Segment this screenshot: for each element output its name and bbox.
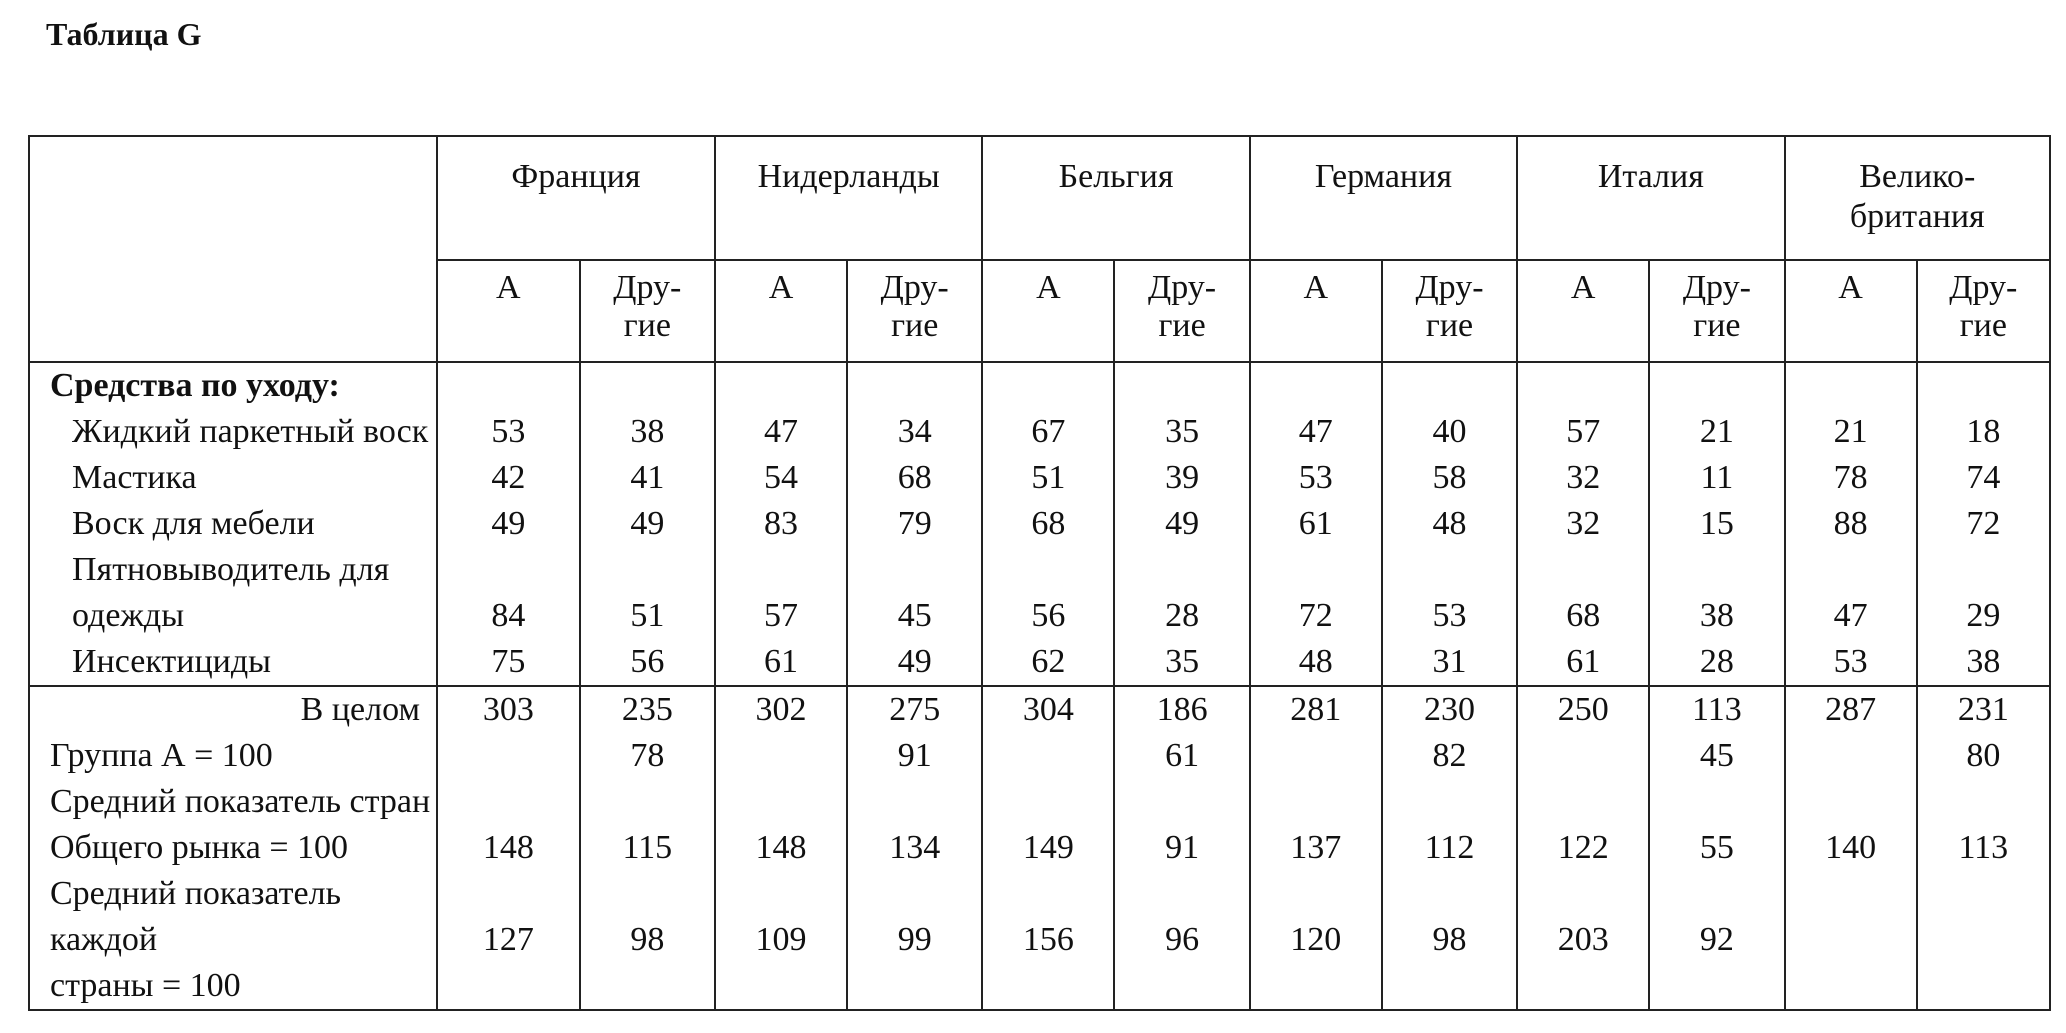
product-values-col bbox=[982, 362, 1114, 686]
value-cell: 48 bbox=[1432, 505, 1467, 542]
spacer bbox=[581, 779, 714, 825]
product-values-col bbox=[1917, 362, 2050, 686]
value-cell: 75 bbox=[491, 643, 526, 680]
value-cell: 35 bbox=[1165, 413, 1200, 450]
value-cell: 68 bbox=[1031, 505, 1066, 542]
each-country-label: Средний показатель каждой страны = 100 bbox=[50, 875, 342, 1004]
products-row bbox=[29, 362, 2050, 686]
spacer bbox=[1518, 871, 1648, 917]
product-values-col bbox=[1517, 362, 1649, 686]
each-country-value: 96 bbox=[1165, 921, 1200, 958]
spacer bbox=[848, 547, 981, 593]
subheader-others: Дру- гие bbox=[580, 260, 715, 362]
value-cell: 21 bbox=[1699, 413, 1734, 450]
group-a-label: Группа А = 100 bbox=[50, 737, 273, 774]
product-values-col bbox=[437, 362, 580, 686]
value-cell: 49 bbox=[630, 505, 665, 542]
value-cell: 58 bbox=[1432, 459, 1467, 496]
value-cell: 51 bbox=[1031, 459, 1066, 496]
header-row-countries bbox=[29, 136, 2050, 260]
spacer bbox=[1918, 871, 2049, 917]
value-cell: 28 bbox=[1699, 643, 1734, 680]
subheader-a: А bbox=[1785, 260, 1917, 362]
subheader-a: А bbox=[982, 260, 1114, 362]
spacer bbox=[1650, 871, 1783, 917]
value-cell: 48 bbox=[1298, 643, 1333, 680]
common-market-value: 113 bbox=[1958, 829, 2009, 866]
summary-values-col bbox=[580, 686, 715, 1010]
group-a-value: 45 bbox=[1699, 737, 1734, 774]
total-value: 281 bbox=[1290, 691, 1342, 728]
country-header: Германия bbox=[1250, 136, 1517, 260]
corner-cell bbox=[29, 136, 437, 362]
each-country-value bbox=[1786, 917, 1916, 963]
value-cell: 72 bbox=[1966, 505, 2001, 542]
group-a-value: 82 bbox=[1432, 737, 1467, 774]
total-value: 303 bbox=[482, 691, 534, 728]
summary-values-col bbox=[1250, 686, 1382, 1010]
product-values-col bbox=[1649, 362, 1784, 686]
spacer bbox=[716, 871, 846, 917]
value-cell: 38 bbox=[1966, 643, 2001, 680]
spacer bbox=[1383, 547, 1516, 593]
total-value: 235 bbox=[621, 691, 673, 728]
common-market-value: 112 bbox=[1424, 829, 1475, 866]
summary-values-col bbox=[1114, 686, 1249, 1010]
common-market-value: 137 bbox=[1290, 829, 1342, 866]
spacer bbox=[1918, 363, 2049, 409]
spacer bbox=[1786, 871, 1916, 917]
group-a-value bbox=[1251, 733, 1381, 779]
spacer bbox=[438, 363, 579, 409]
total-value: 304 bbox=[1022, 691, 1074, 728]
value-cell: 21 bbox=[1833, 413, 1868, 450]
value-cell: 29 bbox=[1966, 597, 2001, 634]
spacer bbox=[1115, 363, 1248, 409]
value-cell: 53 bbox=[1833, 643, 1868, 680]
subheader-a: А bbox=[437, 260, 580, 362]
spacer bbox=[1786, 779, 1916, 825]
country-header: Бельгия bbox=[982, 136, 1249, 260]
group-a-value bbox=[438, 733, 579, 779]
value-cell: 88 bbox=[1833, 505, 1868, 542]
product-values-col bbox=[580, 362, 715, 686]
subheader-others: Дру- гие bbox=[1114, 260, 1249, 362]
value-cell: 61 bbox=[764, 643, 798, 680]
each-country-value: 120 bbox=[1290, 921, 1342, 958]
product-label: Воск для мебели bbox=[72, 505, 315, 542]
common-market-value: 91 bbox=[1165, 829, 1200, 866]
value-cell: 56 bbox=[630, 643, 665, 680]
total-value: 250 bbox=[1557, 691, 1609, 728]
country-header: Италия bbox=[1517, 136, 1784, 260]
value-cell: 18 bbox=[1966, 413, 2001, 450]
spacer bbox=[1918, 779, 2049, 825]
spacer bbox=[1383, 779, 1516, 825]
group-a-value bbox=[1518, 733, 1648, 779]
common-market-value: 148 bbox=[755, 829, 807, 866]
spacer bbox=[581, 363, 714, 409]
each-country-value: 99 bbox=[897, 921, 932, 958]
product-values-col bbox=[715, 362, 847, 686]
spacer bbox=[1115, 779, 1248, 825]
spacer bbox=[1251, 547, 1381, 593]
each-country-value bbox=[1918, 917, 2049, 963]
value-cell: 42 bbox=[491, 459, 526, 496]
spacer bbox=[716, 363, 846, 409]
summary-values-col bbox=[1785, 686, 1917, 1010]
spacer bbox=[1115, 547, 1248, 593]
value-cell: 74 bbox=[1966, 459, 2001, 496]
value-cell: 41 bbox=[630, 459, 665, 496]
spacer bbox=[848, 779, 981, 825]
summary-values-col bbox=[1382, 686, 1517, 1010]
total-value: 186 bbox=[1156, 691, 1208, 728]
summary-values-col bbox=[982, 686, 1114, 1010]
subheader-others: Дру- гие bbox=[1649, 260, 1784, 362]
spacer bbox=[1918, 547, 2049, 593]
value-cell: 68 bbox=[1566, 597, 1601, 634]
value-cell: 47 bbox=[1833, 597, 1868, 634]
summary-row bbox=[29, 686, 2050, 1010]
summary-values-col bbox=[847, 686, 982, 1010]
spacer bbox=[1786, 547, 1916, 593]
value-cell: 49 bbox=[491, 505, 526, 542]
summary-values-col bbox=[1649, 686, 1784, 1010]
total-value: 275 bbox=[889, 691, 941, 728]
common-market-label: Средний показатель стран Общего рынка = 100 bbox=[50, 783, 431, 866]
common-market-value: 148 bbox=[482, 829, 534, 866]
value-cell: 47 bbox=[764, 413, 798, 450]
product-label: Пятновыводитель для одежды bbox=[72, 551, 390, 634]
product-values-col bbox=[847, 362, 982, 686]
common-market-value: 140 bbox=[1825, 829, 1877, 866]
spacer bbox=[581, 547, 714, 593]
total-value: 113 bbox=[1692, 691, 1742, 728]
total-value: 230 bbox=[1423, 691, 1475, 728]
value-cell: 38 bbox=[630, 413, 665, 450]
common-market-value: 134 bbox=[889, 829, 941, 866]
spacer bbox=[1115, 871, 1248, 917]
data-table bbox=[28, 135, 2051, 1011]
value-cell: 61 bbox=[1298, 505, 1333, 542]
value-cell: 49 bbox=[897, 643, 932, 680]
subheader-a: А bbox=[1250, 260, 1382, 362]
value-cell: 72 bbox=[1298, 597, 1333, 634]
each-country-value: 98 bbox=[630, 921, 665, 958]
value-cell: 34 bbox=[897, 413, 932, 450]
spacer bbox=[438, 871, 579, 917]
spacer bbox=[983, 779, 1113, 825]
total-value: 231 bbox=[1957, 691, 2009, 728]
value-cell: 32 bbox=[1566, 505, 1601, 542]
value-cell: 53 bbox=[1432, 597, 1467, 634]
value-cell: 11 bbox=[1700, 459, 1734, 496]
common-market-value: 55 bbox=[1699, 829, 1734, 866]
value-cell: 57 bbox=[1566, 413, 1601, 450]
country-header: Нидерланды bbox=[715, 136, 982, 260]
each-country-value: 203 bbox=[1557, 921, 1609, 958]
value-cell: 78 bbox=[1833, 459, 1868, 496]
section-label: Средства по уходу: bbox=[50, 367, 340, 404]
spacer bbox=[848, 363, 981, 409]
value-cell: 67 bbox=[1031, 413, 1066, 450]
subheader-a: А bbox=[715, 260, 847, 362]
group-a-value: 91 bbox=[897, 737, 932, 774]
subheader-a: А bbox=[1517, 260, 1649, 362]
spacer bbox=[581, 871, 714, 917]
spacer bbox=[1518, 779, 1648, 825]
value-cell: 35 bbox=[1165, 643, 1200, 680]
spacer bbox=[716, 547, 846, 593]
value-cell: 45 bbox=[897, 597, 932, 634]
spacer bbox=[1251, 363, 1381, 409]
spacer bbox=[1383, 363, 1516, 409]
value-cell: 83 bbox=[764, 505, 798, 542]
value-cell: 38 bbox=[1699, 597, 1734, 634]
spacer bbox=[1251, 779, 1381, 825]
value-cell: 51 bbox=[630, 597, 665, 634]
product-values-col bbox=[1250, 362, 1382, 686]
spacer bbox=[1650, 547, 1783, 593]
group-a-value: 80 bbox=[1966, 737, 2001, 774]
spacer bbox=[983, 547, 1113, 593]
total-label: В целом bbox=[300, 691, 420, 728]
spacer bbox=[983, 363, 1113, 409]
value-cell: 40 bbox=[1432, 413, 1467, 450]
country-header: Франция bbox=[437, 136, 715, 260]
each-country-value: 127 bbox=[482, 921, 534, 958]
value-cell: 79 bbox=[897, 505, 932, 542]
value-cell: 68 bbox=[897, 459, 932, 496]
value-cell: 28 bbox=[1165, 597, 1200, 634]
summary-values-col bbox=[437, 686, 580, 1010]
each-country-value: 109 bbox=[755, 921, 807, 958]
value-cell: 61 bbox=[1566, 643, 1601, 680]
product-label: Инсектициды bbox=[72, 643, 272, 680]
group-a-value bbox=[983, 733, 1113, 779]
group-a-value bbox=[1786, 733, 1916, 779]
product-labels bbox=[29, 362, 437, 686]
each-country-value: 156 bbox=[1022, 921, 1074, 958]
spacer bbox=[438, 779, 579, 825]
group-a-value bbox=[716, 733, 846, 779]
common-market-value: 122 bbox=[1557, 829, 1609, 866]
spacer bbox=[1786, 363, 1916, 409]
subheader-others: Дру- гие bbox=[1917, 260, 2050, 362]
group-a-value: 78 bbox=[630, 737, 665, 774]
value-cell: 57 bbox=[764, 597, 798, 634]
spacer bbox=[983, 871, 1113, 917]
spacer bbox=[1650, 779, 1783, 825]
value-cell: 47 bbox=[1298, 413, 1333, 450]
spacer bbox=[1251, 871, 1381, 917]
country-header: Велико- британия bbox=[1785, 136, 2050, 260]
subheader-others: Дру- гие bbox=[847, 260, 982, 362]
value-cell: 53 bbox=[491, 413, 526, 450]
value-cell: 56 bbox=[1031, 597, 1066, 634]
table-title: Таблица G bbox=[46, 16, 202, 52]
spacer bbox=[848, 871, 981, 917]
summary-values-col bbox=[715, 686, 847, 1010]
value-cell: 39 bbox=[1165, 459, 1200, 496]
spacer bbox=[438, 547, 579, 593]
product-label: Жидкий паркетный воск bbox=[72, 413, 429, 450]
each-country-value: 98 bbox=[1432, 921, 1467, 958]
summary-values-col bbox=[1517, 686, 1649, 1010]
total-value: 302 bbox=[755, 691, 807, 728]
value-cell: 15 bbox=[1699, 505, 1734, 542]
product-values-col bbox=[1785, 362, 1917, 686]
value-cell: 31 bbox=[1432, 643, 1467, 680]
summary-values-col bbox=[1917, 686, 2050, 1010]
value-cell: 62 bbox=[1031, 643, 1066, 680]
subheader-others: Дру- гие bbox=[1382, 260, 1517, 362]
common-market-value: 115 bbox=[622, 829, 673, 866]
spacer bbox=[1518, 363, 1648, 409]
value-cell: 84 bbox=[491, 597, 526, 634]
common-market-value: 149 bbox=[1022, 829, 1074, 866]
product-values-col bbox=[1382, 362, 1517, 686]
value-cell: 53 bbox=[1298, 459, 1333, 496]
spacer bbox=[716, 779, 846, 825]
value-cell: 32 bbox=[1566, 459, 1601, 496]
spacer bbox=[1383, 871, 1516, 917]
value-cell: 49 bbox=[1165, 505, 1200, 542]
spacer bbox=[1650, 363, 1783, 409]
value-cell: 54 bbox=[764, 459, 798, 496]
group-a-value: 61 bbox=[1165, 737, 1200, 774]
total-value: 287 bbox=[1825, 691, 1877, 728]
product-label: Мастика bbox=[72, 459, 197, 496]
each-country-value: 92 bbox=[1699, 921, 1734, 958]
spacer bbox=[1518, 547, 1648, 593]
summary-labels bbox=[29, 686, 437, 1010]
product-values-col bbox=[1114, 362, 1249, 686]
